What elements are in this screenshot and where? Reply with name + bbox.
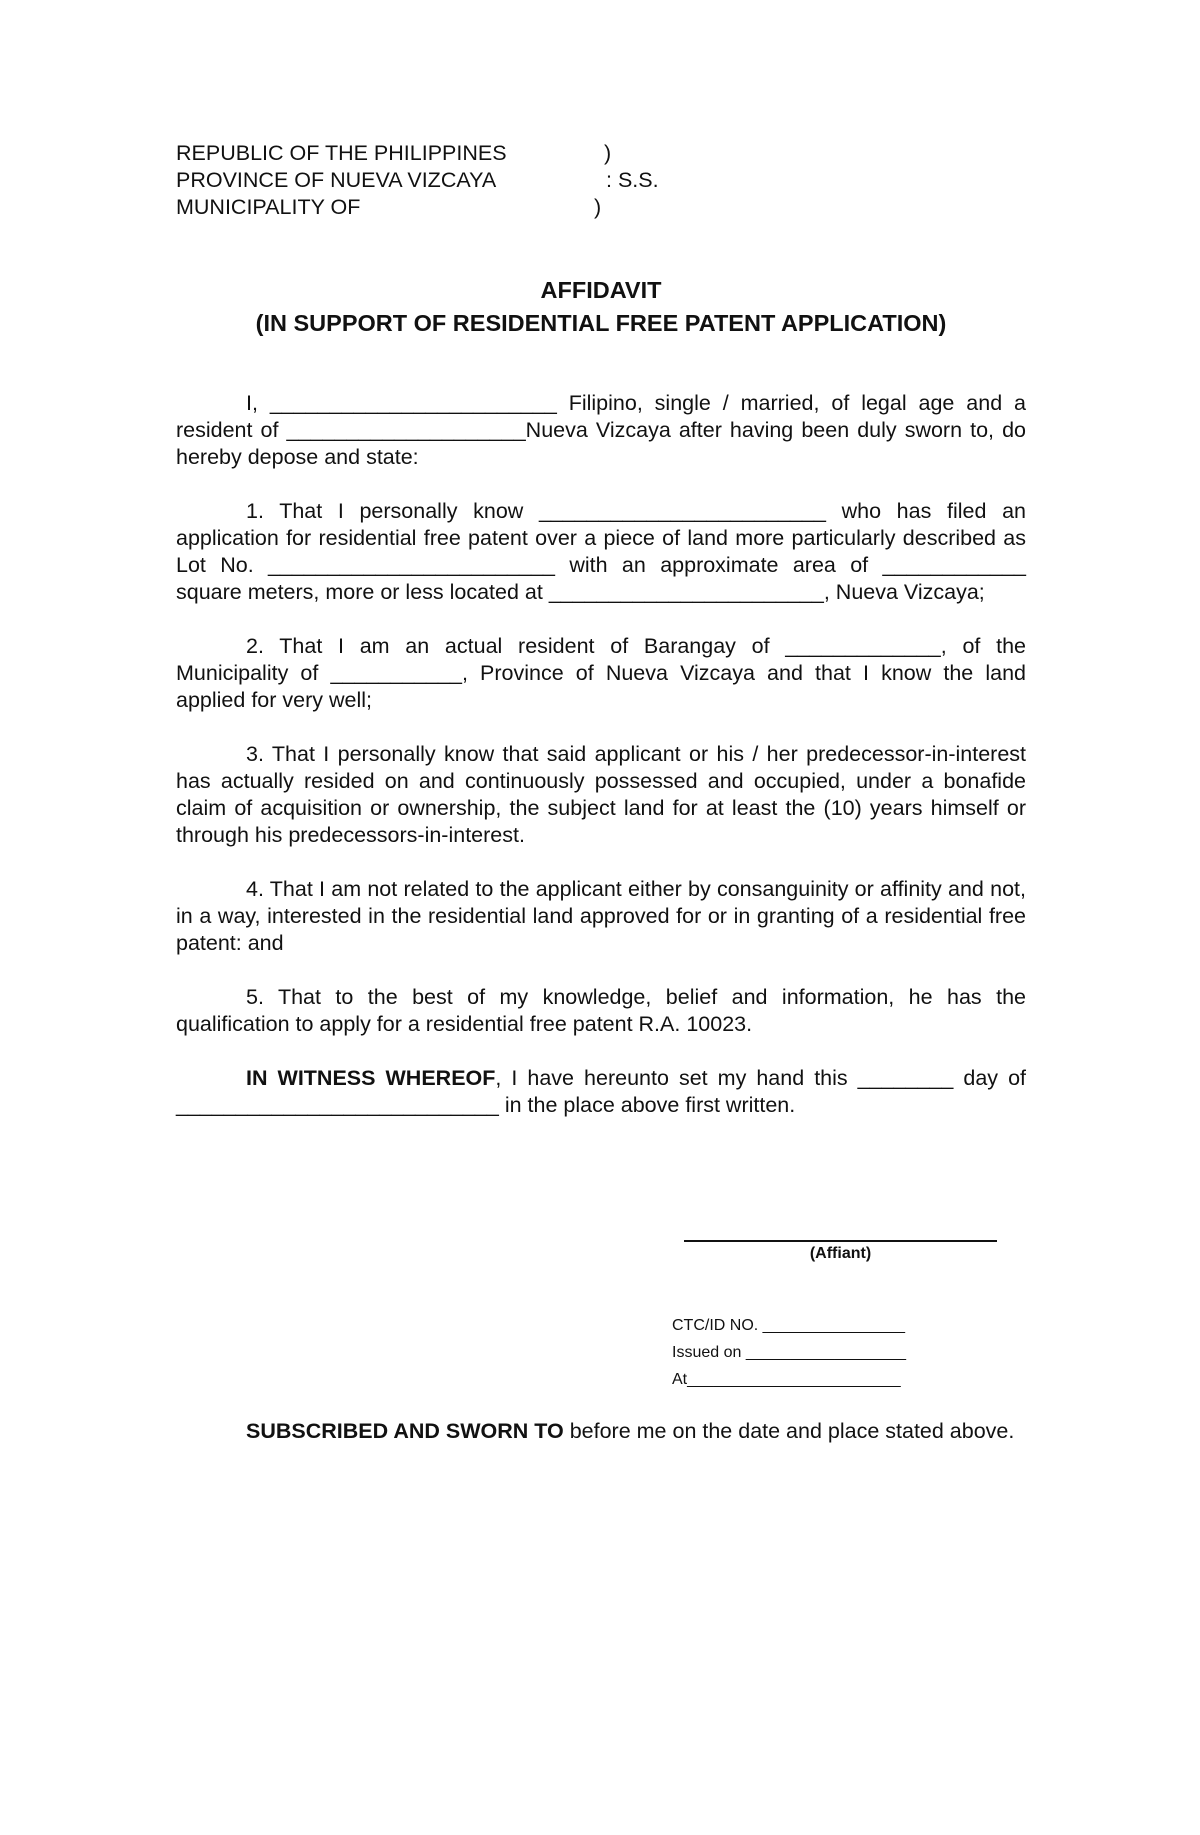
signature-line — [684, 1240, 997, 1242]
paragraph-item-2: 2. That I am an actual resident of Barangay of _____________, of the Municipality of ___________, Province of Nueva Vizcaya and that I know the land applied for very well; — [176, 634, 1026, 712]
subscribed-heading: SUBSCRIBED AND SWORN TO — [246, 1419, 564, 1443]
venue-municipality: MUNICIPALITY OF — [176, 195, 361, 219]
ctc-id-no: CTC/ID NO. ________________ — [672, 1317, 906, 1334]
venue-province-mark: : S.S. — [606, 168, 659, 192]
subscribed-text: before me on the date and place stated above. — [563, 1419, 1015, 1443]
title-subtitle: (IN SUPPORT OF RESIDENTIAL FREE PATENT APPLICATION) — [255, 310, 947, 336]
witness-paragraph — [176, 1065, 1026, 1119]
paragraph-item-5: 5. That to the best of my knowledge, belief and information, he has the qualification to apply for a residential free patent R.A. 10023. — [176, 985, 1026, 1036]
paragraph-item-3: 3. That I personally know that said applicant or his / her predecessor-in-interest has actually resided on and continuously possessed and occupied, under a bonafide claim of acquisition or ownership, the subject land for at least the (10) years himself or through his predecessors-in-interest. — [176, 742, 1026, 847]
signature-block — [680, 1240, 1010, 1263]
document-title — [176, 274, 1026, 340]
ctc-block — [672, 1312, 906, 1393]
venue-municipality-mark: ) — [594, 195, 602, 219]
witness-heading: IN WITNESS WHEREOF — [246, 1066, 496, 1090]
ctc-issued-on: Issued on __________________ — [672, 1344, 906, 1361]
title-affidavit: AFFIDAVIT — [540, 277, 662, 303]
affiant-label: (Affiant) — [809, 1245, 872, 1262]
subscribed-paragraph — [176, 1418, 1026, 1445]
intro-paragraph: I, ________________________ Filipino, single / married, of legal age and a resident of ____________________Nueva Vizcaya after having been duly sworn to, do hereby depose and state: — [176, 391, 1026, 469]
affidavit-page — [176, 140, 1026, 1119]
venue-block — [176, 140, 1026, 222]
paragraph-item-1: 1. That I personally know ________________________ who has filed an application for residential free patent over a piece of land more particularly described as Lot No. ________________________ with an approximate area of ____________ square meters, more or less located at _______________________, Nueva Vizcaya; — [176, 499, 1026, 604]
paragraph-item-4: 4. That I am not related to the applicant either by consanguinity or affinity and not, in a way, interested in the residential land approved for or in granting of a residential free patent: and — [176, 877, 1026, 955]
venue-republic-mark: ) — [604, 141, 612, 165]
venue-province: PROVINCE OF NUEVA VIZCAYA — [176, 168, 497, 192]
witness-text: , I have hereunto set my hand this ________ day of ___________________________ in the place above first written. — [176, 1066, 1026, 1117]
ctc-at: At________________________ — [672, 1371, 901, 1388]
venue-republic: REPUBLIC OF THE PHILIPPINES — [176, 141, 507, 165]
